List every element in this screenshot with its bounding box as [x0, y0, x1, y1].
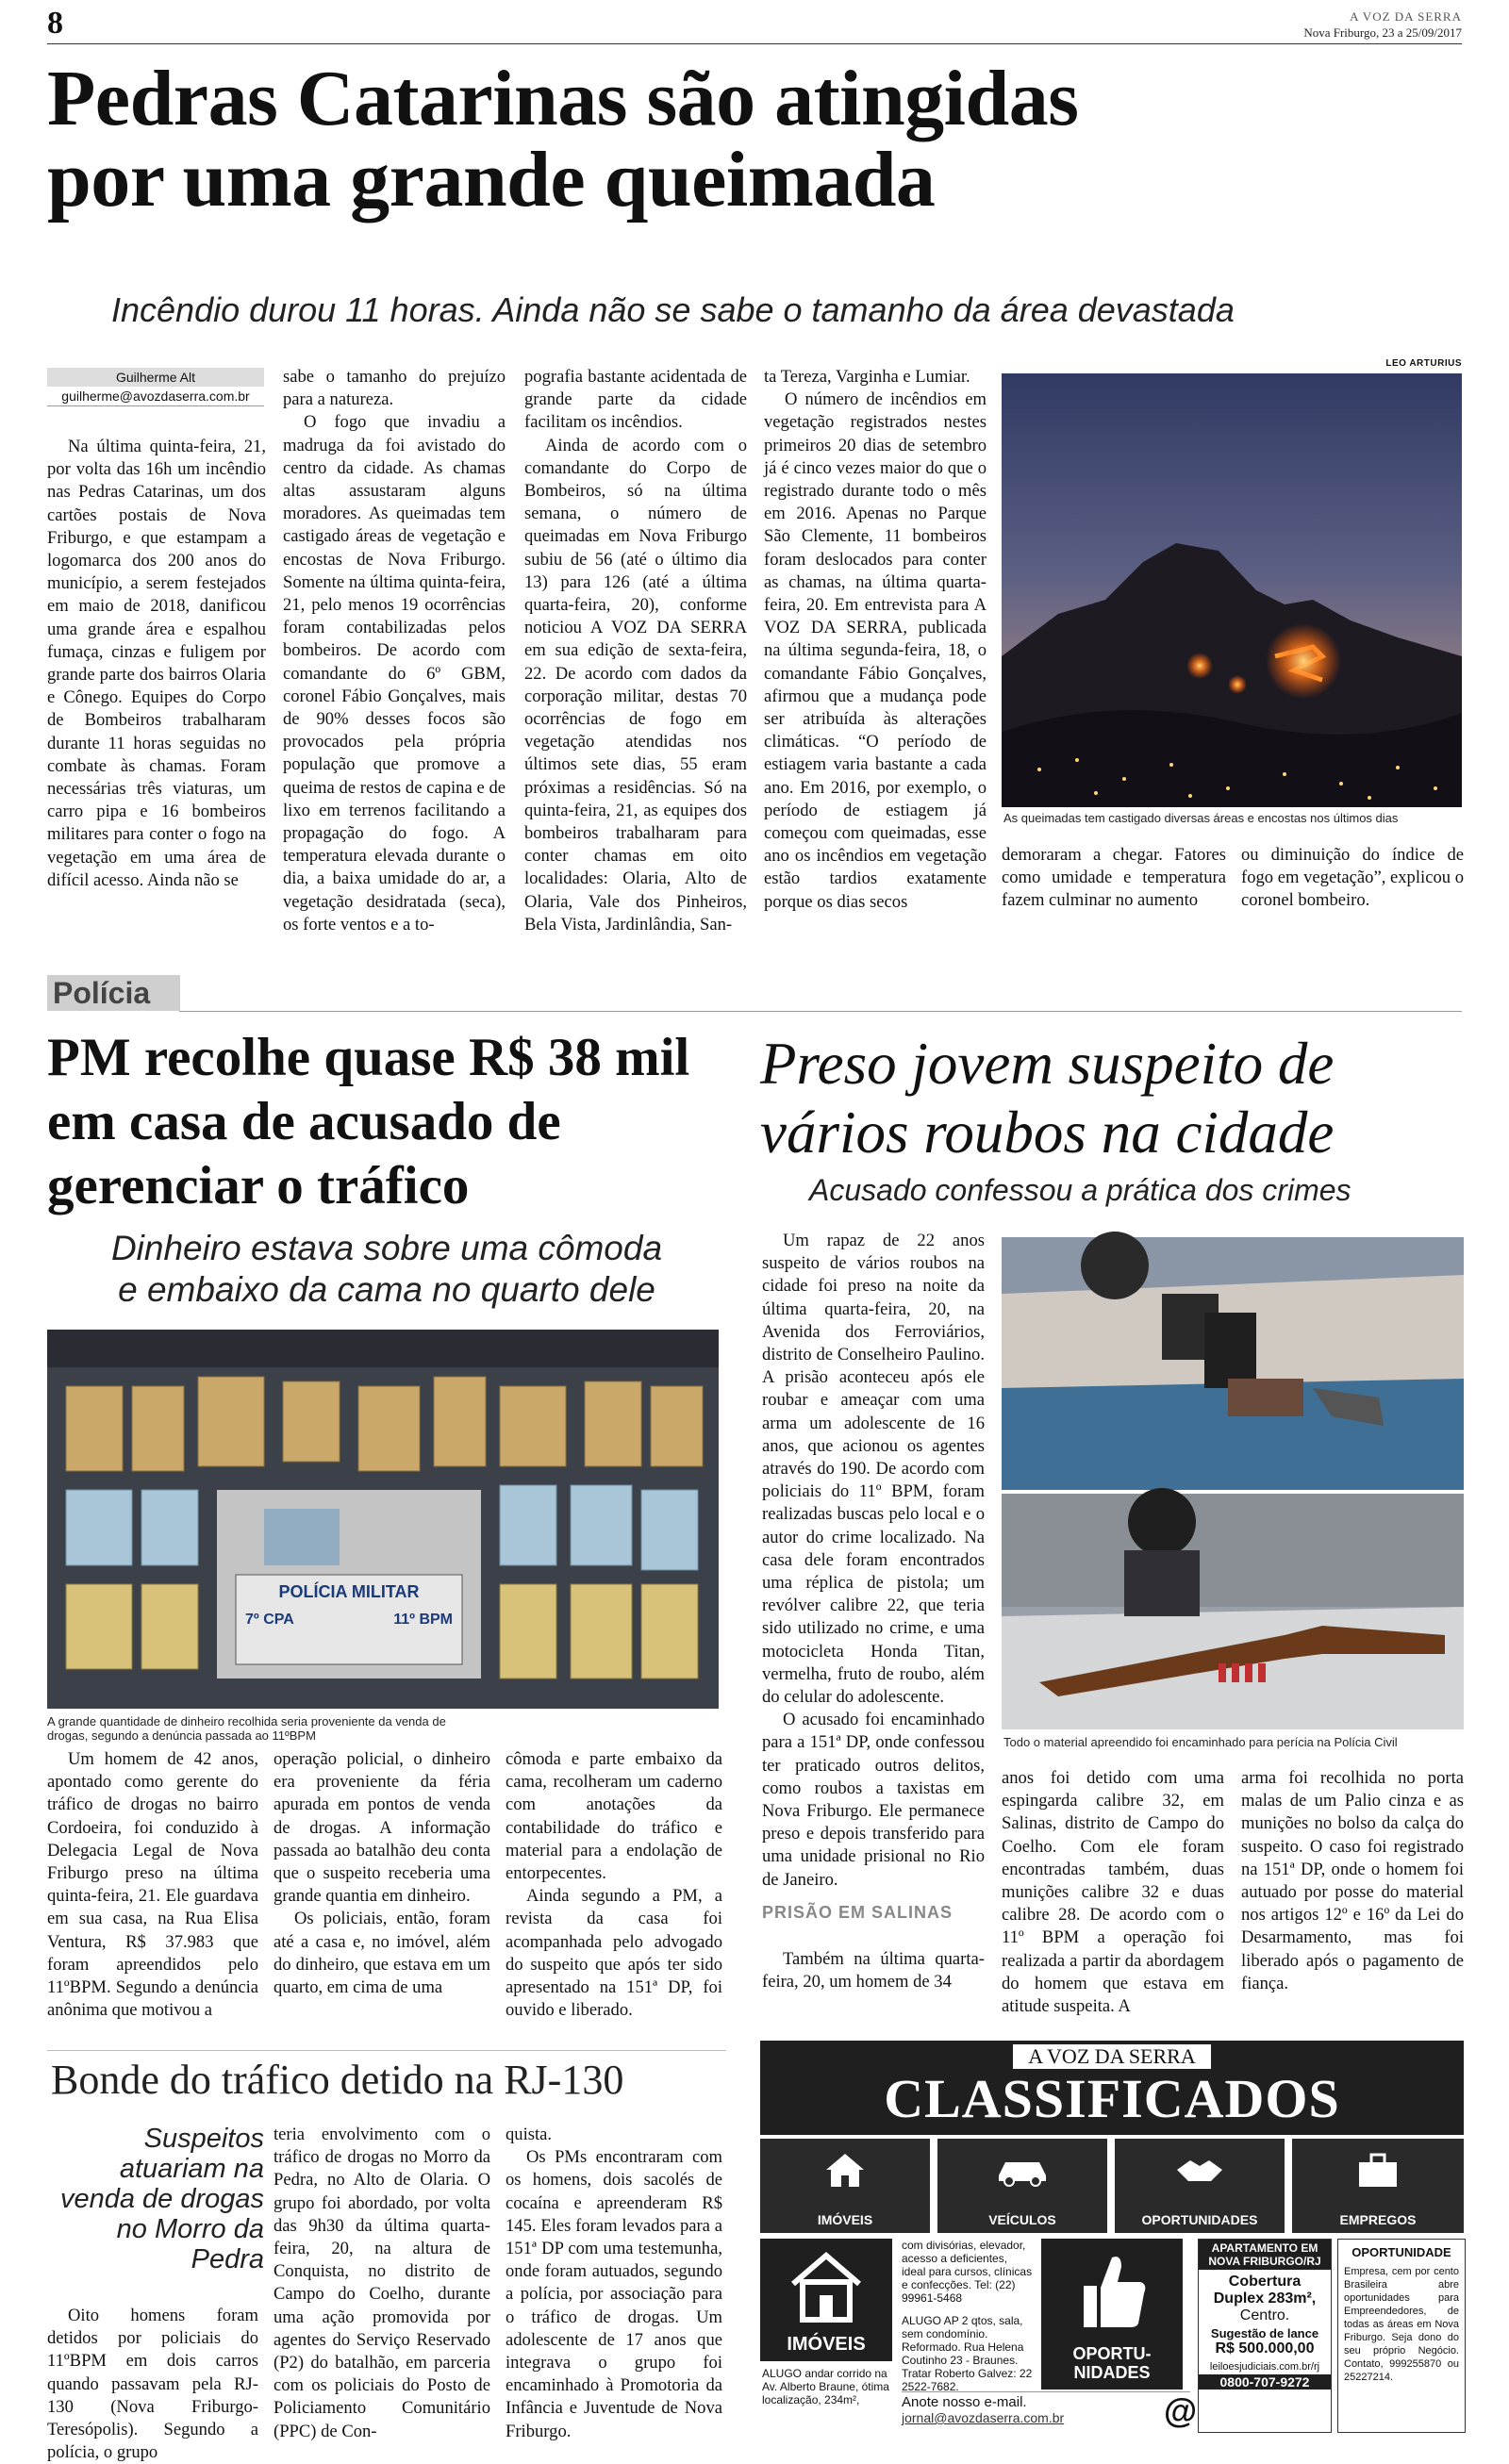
article1-col6: ou diminuição do índice de fogo em vegetação”, explicou o coronel bombeiro. — [1241, 845, 1464, 911]
fire-photo-caption: As queimadas tem castigado diversas áreas e encostas nos últimos dias — [1003, 811, 1399, 825]
article1-col3: pografia bastante acidentada de grande parte da cidade facilitam os incêndios. Ainda de acordo com o comandante do Corpo de Bombeiros, só na última semana, o número de queimadas em Nova Friburgo subiu de 56 (até o último dia 13) para 126 (até a última quarta-feira, 20), conforme noticiou A VOZ DA SERRA em sua edição de sexta-feira, 22. De acordo com dados da corporação militar, destas 70 ocorrências de fogo em vegetação atendidas nos últimos sete dias, 55 eram próximas a residências. Só na quinta-feira, 21, as equipes dos bombeiros trabalharam para conter chamas em oito localidades: Olaria, Alto de Olaria, Vale dos Pinheiros, Bela Vista, Jardinlândia, San- — [524, 367, 747, 934]
oportunidades-box[interactable]: OPORTU-NIDADES — [1041, 2239, 1183, 2390]
article1-headline — [47, 55, 1079, 223]
page-number: 8 — [47, 6, 63, 41]
imoveis-box[interactable]: IMÓVEIS — [760, 2239, 892, 2361]
article2-headline: PM recolhe quase R$ 38 mil em casa de acusado de gerenciar o tráfico — [47, 1028, 690, 1215]
pistol-on-counter-image — [1002, 1237, 1464, 1490]
article4-subhead: Suspeitos atuariam na venda de drogas no Morro da Pedra — [59, 2124, 264, 2274]
classifieds-publication: A VOZ DA SERRA — [1013, 2044, 1211, 2069]
category-imoveis[interactable]: IMÓVEIS — [760, 2139, 930, 2233]
auction-ad[interactable]: APARTAMENTO EM NOVA FRIBURGO/RJ Cobertura Duplex 283m², Centro. Sugestão de lance R$ 500.000,00 leiloesjudiciais.com.br/rj 0800-707-9272 — [1198, 2239, 1332, 2433]
ad-salas: com divisórias, elevador, acesso a deficientes, ideal para cursos, clínicas e confecções. Tel: (22) 99961-5468 — [902, 2239, 1033, 2305]
at-icon: @ — [1164, 2391, 1198, 2430]
handshake-icon — [1115, 2139, 1285, 2201]
article2-col3: cômoda e parte embaixo da cama, recolheram um caderno com anotações da contabilidade do tráfico e material para a endolação de entorpecentes. Ainda segundo a PM, a revista da casa foi acompanhada pelo advogado do suspeito que após ter sido apresentado na 151ª DP, foi ouvido e liberado. — [506, 1749, 722, 2021]
car-icon — [937, 2139, 1107, 2201]
article3-col3: arma foi recolhida no porta malas de um Palio cinza e as munições no bolso da calça do suspeito. O caso foi registrado na 151ª DP, onde o homem foi autuado por posse do material nos artigos 12º e 16º da Lei do Desarmamento, mas foi liberado após o pagamento de fiança. — [1241, 1768, 1464, 1993]
headline-line-1: Pedras Catarinas são atingidas — [47, 55, 1079, 142]
briefcase-icon — [1292, 2139, 1464, 2201]
article1-col4: ta Tereza, Varginha e Lumiar. O número de incêndios em vegetação registrados nestes primeiros 20 dias de setembro já é cinco vezes maior do que o registrado durante todo o mês em 2016. Apenas no Parque São Clemente, 11 bombeiros foram deslocados para conter as chamas, na última quarta-feira, 20. Em entrevista para A VOZ DA SERRA, publicada na última segunda-feira, 18, o comandante Fábio Gonçalves, afirmou que a mudança pode ser atribuída às alterações climáticas. “O período de estiagem varia bastante a cada ano. Em 2016, por exemplo, o período de estiagem já começou com queimadas, esse ano os incêndios em vegetação estão tardios exatamente porque os dias secos — [764, 367, 987, 912]
article2-subhead: Dinheiro estava sobre uma cômoda e embaixo da cama no quarto dele — [110, 1229, 663, 1309]
fire-photo — [1002, 373, 1462, 807]
article4-col3: quista. Os PMs encontraram com os homens, dois sacolés de cocaína e apreenderam R$ 145. Eles foram levados para a 151ª DP com uma testemunha, onde foram autuados, segundo a polícia, por associação para o tráfico de drogas. Um adolescente de 17 anos que integrava o grupo foi encaminhado à Promotoria da Infância e Juventude de Nova Friburgo. — [506, 2125, 722, 2441]
email-strip: Anote nosso e-mail. jornal@avozdaserra.com.br — [902, 2391, 1190, 2430]
guns-photo-top — [1002, 1237, 1464, 1490]
seized-money-image — [47, 1330, 719, 1709]
section-label-policia: Polícia — [47, 975, 180, 1011]
article3-headline: Preso jovem suspeito de vários roubos na cidade — [760, 1031, 1335, 1166]
article4-headline: Bonde do tráfico detido na RJ-130 — [51, 2057, 624, 2103]
article1-subhead: Incêndio durou 11 horas. Ainda não se sabe o tamanho da área devastada — [111, 290, 1235, 329]
house-outline-icon — [784, 2248, 869, 2328]
category-veiculos[interactable]: VEÍCULOS — [937, 2139, 1107, 2233]
money-photo-caption: A grande quantidade de dinheiro recolhida seria proveniente da venda de drogas, segundo a denúncia passada ao 11ºBPM — [47, 1714, 446, 1743]
article1-col5: demoraram a chegar. Fatores como umidade e temperatura fazem culminar no aumento — [1002, 845, 1226, 911]
thumbs-up-icon — [1074, 2248, 1150, 2338]
house-icon — [760, 2139, 930, 2201]
article3-col1c: Também na última quarta-feira, 20, um homem de 34 — [762, 1949, 985, 1993]
guns-photo-bottom — [1002, 1494, 1464, 1729]
classifieds-categories — [760, 2139, 1464, 2233]
guns-photo-caption: Todo o material apreendido foi encaminhado para perícia na Polícia Civil — [1003, 1735, 1398, 1749]
article4-top-rule — [47, 2050, 726, 2051]
date-line: Nova Friburgo, 23 a 25/09/2017 — [1303, 25, 1462, 40]
article3-col1: Um rapaz de 22 anos suspeito de vários roubos na cidade foi preso na noite da última quarta-feira, 20, na Avenida dos Ferroviários, distrito de Conselheiro Paulino. A prisão aconteceu após ele roubar e ameaçar com uma arma um adolescente de 16 anos, que acionou os agentes através do 190. De acordo com policiais do 11º BPM, foram realizadas buscas pelo local e o autor do crime localizado. Na casa dele foram encontrados uma réplica de pistola; um revólver calibre 22, que teria sido utilizado no crime, e uma motocicleta Honda Titan, vermelha, fruto de roubo, além do celular do adolescente. O acusado foi encaminhado para a 151ª DP, onde confessou ter praticado outros delitos, como roubos a taxistas em Nova Friburgo. Ele permanece preso e depois transferido para uma unidade prisional no Rio de Janeiro. — [762, 1231, 985, 1890]
ad-alugo-andar: ALUGO andar corrido na Av. Alberto Braune, ótima localização, 234m², — [762, 2367, 889, 2406]
header-rule — [47, 43, 1462, 44]
burning-mountain-image — [1002, 373, 1462, 807]
classifieds-email[interactable]: jornal@avozdaserra.com.br — [902, 2410, 1065, 2425]
ad-apartamento: ALUGO AP 2 qtos, sala, sem condomínio. Reformado. Rua Helena Coutinho 23 - Braunes. Tratar Roberto Galvez: 22 2522-7682. — [902, 2314, 1033, 2393]
article1-col2: sabe o tamanho do prejuízo para a natureza. O fogo que invadiu a madruga da foi avistado do centro da cidade. As chamas altas assustaram alguns moradores. As queimadas tem castigado áreas de vegetação e encostas de Nova Friburgo. Somente na última quinta-feira, 21, pelo menos 19 ocorrências foram contabilizadas pelos bombeiros. De acordo com comandante do 6º GBM, coronel Fábio Gonçalves, mais de 90% desses focos são provocados pela própria população que promove a queima de restos de capina e de lixo em terrenos facilitando a propagação do fogo. A temperatura elevada durante o dia, a baixa umidade do ar, a vegetação desidratada (seca), os forte ventos e a to- — [283, 367, 506, 934]
headline-line-2: por uma grande queimada — [47, 136, 936, 223]
article3-subhead: Acusado confessou a prática dos crimes — [809, 1173, 1351, 1207]
section-rule — [179, 1011, 1462, 1012]
author-byline — [47, 368, 264, 406]
classifieds-title[interactable]: CLASSIFICADOS — [884, 2068, 1340, 2129]
classifieds-block — [760, 2041, 1464, 2435]
article4-col1: Oito homens foram detidos por policiais do 11ºBPM em dois carros quando passavam pela RJ-130 (Nova Friburgo-Teresópolis). Segundo a polícia, o grupo — [47, 2306, 258, 2463]
article4-col2: teria envolvimento com o tráfico de drogas no Morro da Pedra, no Alto de Olaria. O grupo foi abordado, por volta das 9h30 da última quarta-feira, 20, na altura de Conquista, no distrito de Campo do Coelho, durante uma ação promovida por agentes do Serviço Reservado (P2) do batalhão, em parceria com os policiais do Posto de Policiamento Comunitário (PPC) de Con- — [274, 2125, 490, 2441]
photo-sign: POLÍCIA MILITAR 7º CPA 11º BPM — [245, 1582, 453, 1628]
money-photo — [47, 1330, 719, 1709]
opportunity-ad[interactable]: OPORTUNIDADE Empresa, cem por cento Brasileira abre oportunidades para Empreendedores, de todas as áreas em Nova Friburgo. Seja dono do seu próprio Negócio. Contato, 999255870 ou 25227214. — [1337, 2239, 1466, 2433]
subsection-prisao-salinas: PRISÃO EM SALINAS — [762, 1903, 953, 1922]
category-empregos[interactable]: EMPREGOS — [1292, 2139, 1464, 2233]
author-name: Guilherme Alt — [47, 368, 264, 387]
article3-col2: anos foi detido com uma espingarda calibre 32, em Salinas, distrito de Campo do Coelho. Com ele foram encontradas também, duas munições calibre 32 e duas calibre 28. De acordo com o 11º BPM a operação foi realizada a partir da abordagem do homem que estava em atitude suspeita. A — [1002, 1768, 1224, 2017]
photo-credit: LEO ARTURIUS — [1385, 358, 1462, 369]
article1-col1: Na última quinta-feira, 21, por volta das 16h um incêndio nas Pedras Catarinas, um dos cartões postais de Nova Friburgo, e que estampam a logomarca dos 200 anos do município, a serem festejados em maio de 2018, danificou uma grande área e espalhou fumaça, cinzas e fuligem por grande parte dos bairros Olaria e Cônego. Equipes do Corpo de Bombeiros trabalharam durante 11 horas seguidas no combate às chamas. Foram necessárias três viaturas, um carro pipa e 16 bombeiros militares para conter o fogo na vegetação em uma área de difícil acesso. Ainda não se — [47, 437, 266, 890]
author-email[interactable]: guilherme@avozdaserra.com.br — [47, 387, 264, 406]
article2-col2: operação policial, o dinheiro era proveniente da féria apurada em pontos de venda de drogas. A informação passada ao batalhão deu conta que o suspeito receberia uma grande quantia em dinheiro. Os policiais, então, foram até a casa e, no imóvel, além do dinheiro, que estava em um quarto, em cima de uma — [274, 1749, 490, 1998]
publication-name: A VOZ DA SERRA — [1350, 9, 1462, 24]
category-oportunidades[interactable]: OPORTUNIDADES — [1115, 2139, 1285, 2233]
shotgun-on-table-image — [1002, 1494, 1464, 1729]
article2-col1: Um homem de 42 anos, apontado como gerente do tráfico de drogas no bairro Cordoeira, foi conduzido à Delegacia Legal de Nova Friburgo preso na última quinta-feira, 21. Ele guardava em sua casa, na Rua Elisa Ventura, R$ 37.983 que foram apreendidos pelo 11ºBPM. Segundo a denúncia anônima que motivou a — [47, 1749, 258, 2021]
